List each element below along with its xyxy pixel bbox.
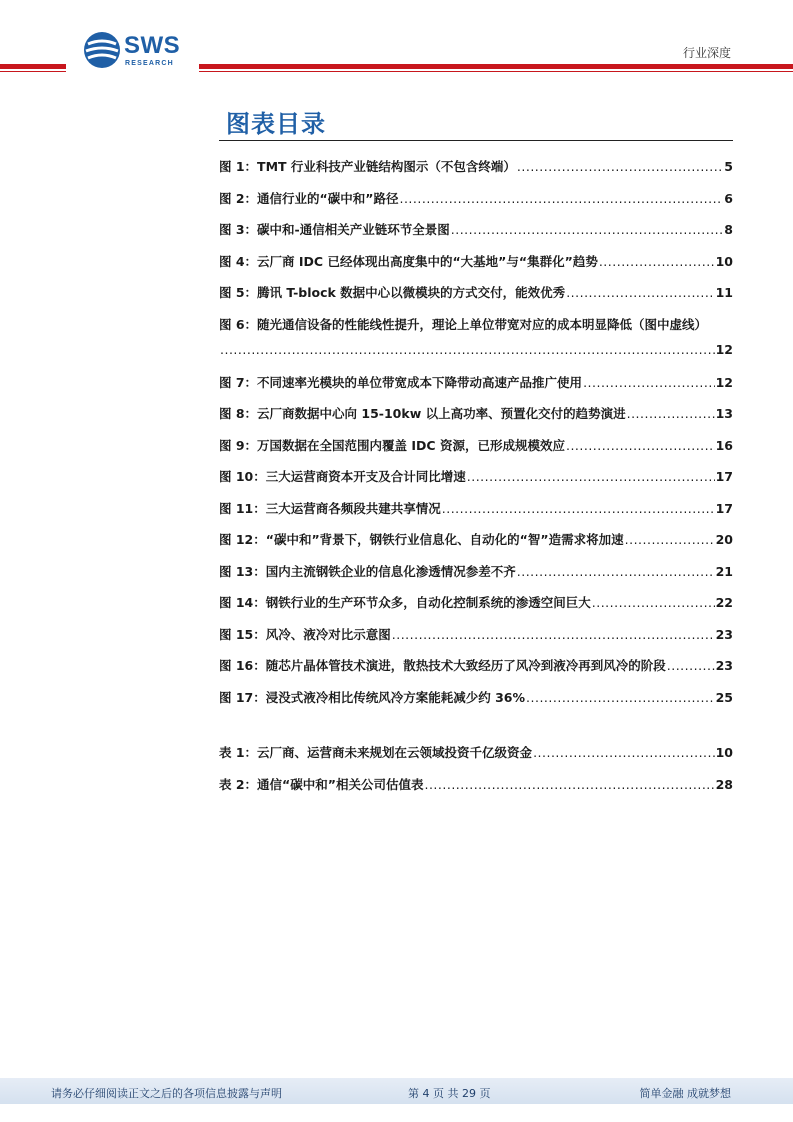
toc-entry[interactable] — [219, 213, 733, 245]
toc-entry-page: 23 — [715, 658, 733, 673]
toc-leader-dots — [592, 595, 715, 610]
table-of-figures — [219, 150, 733, 799]
table-list — [219, 736, 733, 799]
toc-leader-dots — [627, 406, 715, 421]
toc-entry[interactable] — [219, 523, 733, 555]
toc-entry[interactable] — [219, 182, 733, 214]
toc-entry-label: 图 8：云厂商数据中心向 15-10kw 以上高功率、预置化交付的趋势演进 — [219, 406, 626, 421]
footer-page-info: 第 4 页 共 29 页 — [408, 1087, 491, 1100]
toc-leader-dots — [667, 658, 715, 673]
header-rule-thin-left — [0, 71, 66, 72]
toc-entry-page: 6 — [724, 190, 733, 206]
header-rule-left — [0, 64, 66, 69]
toc-entry-label: 图 10：三大运营商资本开支及合计同比增速 — [219, 469, 466, 484]
page-title: 图表目录 — [226, 110, 326, 138]
toc-entry-page: 20 — [715, 532, 733, 547]
toc-entry-page: 12 — [715, 374, 733, 390]
toc-entry[interactable] — [219, 649, 733, 681]
toc-entry[interactable] — [219, 736, 733, 768]
toc-entry-page: 21 — [715, 563, 733, 579]
toc-entry-page: 10 — [715, 745, 733, 760]
toc-entry-label: 图 9：万国数据在全国范围内覆盖 IDC 资源，已形成规模效应 — [219, 437, 565, 453]
toc-leader-dots — [625, 532, 715, 547]
toc-entry[interactable] — [219, 429, 733, 461]
toc-entry-page: 16 — [715, 437, 733, 453]
toc-entry[interactable] — [219, 618, 733, 650]
toc-entry[interactable] — [219, 245, 733, 277]
header-rule-thin-right — [199, 71, 793, 72]
toc-entry-page: 12 — [715, 341, 733, 357]
toc-entry[interactable] — [219, 768, 733, 800]
toc-entry[interactable] — [219, 276, 733, 308]
toc-entry-page: 22 — [715, 595, 733, 610]
toc-entry-page: 17 — [715, 469, 733, 484]
page-footer — [0, 1078, 793, 1104]
toc-entry-label: 图 2：通信行业的“碳中和”路径 — [219, 190, 399, 206]
toc-entry-page: 25 — [715, 689, 733, 705]
figure-list — [219, 150, 733, 712]
toc-entry[interactable] — [219, 366, 733, 398]
toc-entry-label: 表 2：通信“碳中和”相关公司估值表 — [219, 776, 424, 792]
toc-entry[interactable] — [219, 681, 733, 713]
doc-type-tag: 行业深度 — [682, 46, 731, 60]
toc-leader-dots — [451, 222, 724, 237]
toc-entry-page: 23 — [715, 626, 733, 642]
toc-leader-dots — [467, 469, 715, 484]
logo-sub: RESEARCH — [125, 60, 174, 67]
toc-leader-dots — [392, 627, 715, 642]
toc-entry-label: 图 14：钢铁行业的生产环节众多，自动化控制系统的渗透空间巨大 — [219, 595, 591, 610]
toc-entry-label: 图 4：云厂商 IDC 已经体现出高度集中的“大基地”与“集群化”趋势 — [219, 253, 598, 269]
footer-slogan: 简单金融 成就梦想 — [639, 1087, 731, 1100]
company-logo — [82, 30, 192, 74]
toc-leader-dots — [220, 342, 715, 357]
toc-entry-label: 图 6：随光通信设备的性能线性提升，理论上单位带宽对应的成本明显降低（图中虚线） — [219, 316, 708, 332]
toc-entry-label: 图 1：TMT 行业科技产业链结构图示（不包含终端） — [219, 159, 516, 174]
toc-entry-page: 10 — [715, 253, 733, 269]
toc-entry[interactable] — [219, 555, 733, 587]
list-gap — [219, 712, 733, 736]
toc-entry-page: 13 — [715, 406, 733, 421]
toc-leader-dots — [517, 564, 715, 579]
title-divider — [219, 140, 733, 141]
toc-leader-dots — [526, 690, 715, 705]
toc-leader-dots — [583, 375, 715, 390]
toc-entry-page: 5 — [724, 159, 733, 174]
toc-entry-label: 图 12：“碳中和”背景下，钢铁行业信息化、自动化的“智”造需求将加速 — [219, 532, 624, 547]
toc-entry[interactable] — [219, 150, 733, 182]
toc-entry-label: 图 5：腾讯 T-block 数据中心以微模块的方式交付，能效优秀 — [219, 285, 566, 300]
toc-entry-page: 28 — [715, 776, 733, 792]
toc-leader-dots — [566, 285, 714, 300]
toc-entry[interactable] — [219, 460, 733, 492]
toc-leader-dots — [599, 254, 715, 269]
logo-globe-icon — [82, 30, 122, 70]
toc-leader-dots — [533, 745, 715, 760]
toc-entry[interactable] — [219, 492, 733, 524]
toc-entry[interactable] — [219, 586, 733, 618]
toc-leader-dots — [424, 777, 714, 792]
toc-leader-dots — [399, 191, 723, 206]
toc-entry-label: 图 16：随芯片晶体管技术演进，散热技术大致经历了风冷到液冷再到风冷的阶段 — [219, 658, 666, 673]
header-rule-right — [199, 64, 793, 69]
toc-entry-page: 11 — [715, 285, 733, 300]
toc-entry-label: 图 7：不同速率光模块的单位带宽成本下降带动高速产品推广使用 — [219, 374, 583, 390]
toc-leader-dots — [566, 438, 715, 453]
toc-entry-label: 图 3：碳中和-通信相关产业链环节全景图 — [219, 222, 450, 237]
toc-entry-label: 图 11：三大运营商各频段共建共享情况 — [219, 500, 441, 516]
toc-entry-page: 17 — [715, 500, 733, 516]
toc-entry-page: 8 — [724, 222, 733, 237]
toc-leader-dots — [517, 159, 723, 174]
toc-leader-dots — [442, 501, 715, 516]
toc-entry-label: 表 1：云厂商、运营商未来规划在云领域投资千亿级资金 — [219, 745, 533, 760]
toc-entry-label: 图 15：风冷、液冷对比示意图 — [219, 626, 391, 642]
footer-disclaimer: 请务必仔细阅读正文之后的各项信息披露与声明 — [51, 1087, 282, 1100]
toc-entry[interactable] — [219, 308, 733, 366]
toc-entry-label: 图 17：浸没式液冷相比传统风冷方案能耗减少约 36% — [219, 689, 526, 705]
toc-entry-label: 图 13：国内主流钢铁企业的信息化渗透情况参差不齐 — [219, 563, 516, 579]
toc-entry[interactable] — [219, 397, 733, 429]
logo-brand: SWS — [124, 32, 181, 59]
